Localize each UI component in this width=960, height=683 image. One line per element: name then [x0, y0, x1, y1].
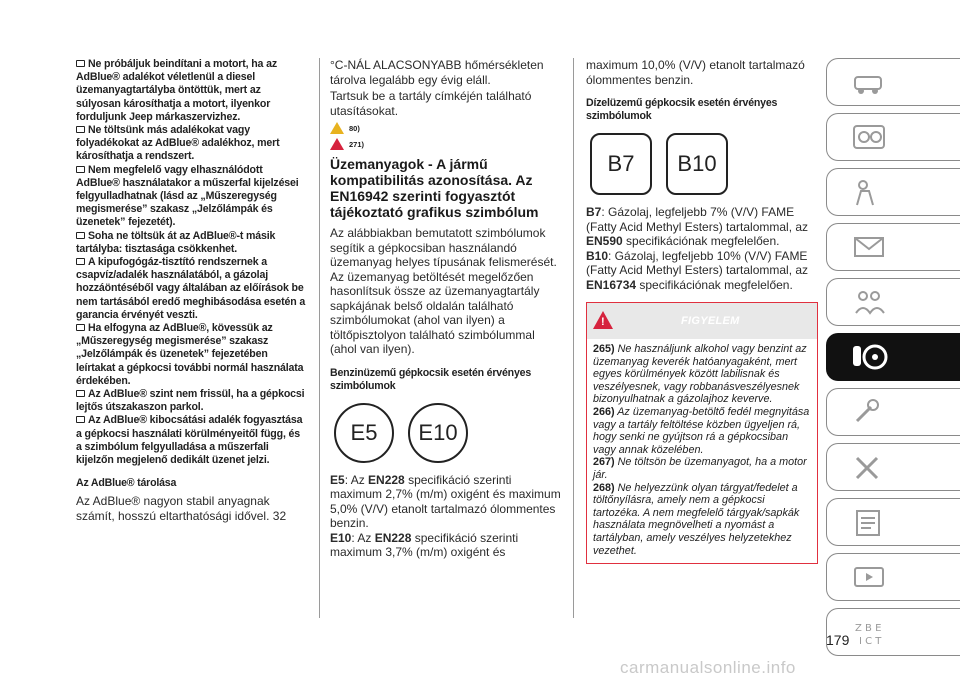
- warning-item: Ha elfogyna az AdBlue®, kövessük az „Műszeregység megismerése” szakasz „Jelzőlámpák és üzenetek” fejezetében leírtakat a gépkocsi további normál használata érdekében.: [76, 322, 304, 387]
- column-left: [76, 58, 308, 523]
- warning-item: Az AdBlue® szint nem frissül, ha a gépkocsi lejtős útszakaszon parkol.: [76, 388, 305, 414]
- warning-note: 265) Ne használjunk alkohol vagy benzint az üzemanyag keverék hatóanyagaként, mert egyes körülmények között labilisnak és veszélyesnek, vagy robbanásveszélyesnek bizonyulhatnak a gázolajhoz keverve.: [593, 343, 807, 406]
- reference-warning: [330, 138, 562, 150]
- warning-title: FIGYELEM: [681, 315, 740, 327]
- index-abc-icon: [849, 617, 889, 647]
- warning-item: Nem megfelelő vagy elhasználódott AdBlue® használatakor a műszerfal kijelzései felgyulladhatnak (lásd az „Műszeregység megismerése” szakasz „Jelzőlámpák és üzenetek” fejezetét).: [76, 163, 299, 229]
- caution-box-icon: [76, 166, 85, 173]
- petrol-heading: Benzinüzemű gépkocsik esetén érvényes szimbólumok: [330, 366, 532, 392]
- warning-item: Az AdBlue® kibocsátási adalék fogyasztása a gépkocsi használati körülményeitől függ, és a szimbólum felgyulladása a műszerfali kijelzőn megjelenő dedikált üzenet jelzi.: [76, 414, 303, 467]
- column-right: [586, 58, 818, 564]
- e10-symbol: E10: [408, 403, 468, 463]
- chapter-tab[interactable]: [826, 113, 960, 161]
- svg-text:I C T: I C T: [859, 636, 882, 647]
- diesel-symbols: [590, 133, 818, 195]
- warning-triangle-icon: [330, 138, 344, 150]
- column-divider: [319, 58, 320, 618]
- people-icon: [849, 287, 889, 317]
- compare-paragraph: Az üzemanyag betöltését megelőzően hasonlítsuk össze az üzemanyagtartály sapkájának belső oldalán található szimbólumokat (ahol van ilyen) a töltőpisztolyon található szimbólummal (ahol van ilyen).: [330, 269, 540, 356]
- warning-box: [586, 302, 818, 564]
- label-instructions: Tartsuk be a tartály címkéjén található utasításokat.: [330, 89, 532, 118]
- chapter-tab[interactable]: [826, 223, 960, 271]
- caution-box-icon: [76, 126, 85, 133]
- e10-description: E10: Az EN228 specifikáció szerinti maximum 3,7% (m/m) oxigént és: [330, 530, 519, 559]
- caution-box-icon: [76, 324, 85, 331]
- caution-box-icon: [76, 416, 85, 423]
- caution-box-icon: [76, 232, 85, 239]
- caution-triangle-icon: [330, 122, 344, 134]
- warning-note: 267) Ne töltsön be üzemanyagot, ha a motor jár.: [593, 456, 807, 481]
- wrench-car-icon: [849, 397, 889, 427]
- petrol-symbols: [334, 403, 562, 463]
- reference-number: 80): [349, 123, 360, 133]
- chapter-tab[interactable]: [826, 498, 960, 546]
- warning-item: A kipufogógáz-tisztító rendszernek a csapvíz/adalék használatából, a gázolaj hozzáöntéséből vagy általában az előírások be nem tartásából eredő meghibásodása esetén a garancia érvényét veszti.: [76, 256, 306, 321]
- chapter-tab[interactable]: [826, 333, 960, 381]
- watermark: carmanualsonline.info: [620, 658, 796, 677]
- caution-box-icon: [76, 390, 85, 397]
- warning-item: Ne próbáljuk beindítani a motort, ha az AdBlue® adalékot véletlenül a diesel üzemanyagtartályba öntöttük, mert az súlyosan károsíthatja a motort, ilyenkor forduljunk Jeep márkaszervizhez.: [76, 58, 277, 123]
- b10-symbol: B10: [666, 133, 728, 195]
- chapter-tab[interactable]: [826, 168, 960, 216]
- warning-note: 266) Az üzemanyag-betöltő fedél megnyitása vagy a tartály feltöltése közben ügyeljen rá, hogy senki ne gyújtson rá a gépkocsiban vagy annak közelében.: [593, 405, 810, 456]
- storage-heading: Az AdBlue® tárolása: [76, 477, 177, 490]
- tools-icon: [849, 452, 889, 482]
- safety-icon: [849, 177, 889, 207]
- reference-caution: [330, 122, 562, 134]
- column-middle: [330, 58, 562, 560]
- caution-box-icon: [76, 258, 85, 265]
- warning-item: Soha ne töltsük át az AdBlue®-t másik tartályba: tisztasága csökkenhet.: [76, 229, 276, 255]
- reference-number: 271): [349, 139, 365, 149]
- warning-note: 268) Ne helyezzünk olyan tárgyat/fedelet a töltőnyílásra, amely nem a gépkocsi tartozéka. A nem megfelelő tárgyak/sapkák használata megnövelheti a nyomást a tartályban, amely veszélyes helyzetekhez vezethet.: [593, 481, 800, 557]
- e10-continued: maximum 10,0% (V/V) etanolt tartalmazó ólommentes benzin.: [586, 58, 805, 87]
- b7-description: B7: Gázolaj, legfeljebb 7% (V/V) FAME (Fatty Acid Methyl Esters) tartalommal, az EN590 specifikációnak megfelelően.: [586, 205, 809, 248]
- page-number: 179: [826, 632, 850, 648]
- chapter-tab[interactable]: [826, 443, 960, 491]
- caution-box-icon: [76, 60, 85, 67]
- specs-icon: [849, 507, 889, 537]
- exclamation-icon: !: [601, 316, 605, 328]
- e5-symbol: E5: [334, 403, 394, 463]
- diesel-heading: Dízelüzemű gépkocsik esetén érvényes szimbólumok: [586, 97, 778, 122]
- section-heading: Üzemanyagok - A jármű kompatibilitás azonosítása. Az EN16942 szerinti fogyasztót tájékoztató grafikus szimbólum: [330, 156, 539, 220]
- b7-symbol: B7: [590, 133, 652, 195]
- warning-box-header: [587, 303, 817, 339]
- multimedia-icon: [849, 562, 889, 592]
- car-info-icon: [849, 67, 889, 97]
- warning-list: [76, 58, 308, 467]
- b10-description: B10: Gázolaj, legfeljebb 10% (V/V) FAME (Fatty Acid Methyl Esters) tartalommal, az EN16734 specifikációnak megfelelően.: [586, 248, 809, 292]
- intro-paragraph: Az alábbiakban bemutatott szimbólumok segítik a gépkocsiban használandó üzemanyag helyes típusának felismerését.: [330, 226, 557, 269]
- chapter-tab[interactable]: [826, 58, 960, 106]
- chapter-tab[interactable]: [826, 278, 960, 326]
- svg-text:Z B E: Z B E: [855, 623, 882, 634]
- warning-box-body: [587, 339, 817, 563]
- chapter-tab[interactable]: [826, 553, 960, 601]
- envelope-icon: [849, 232, 889, 262]
- key-steering-icon: [849, 342, 889, 372]
- chapter-tab[interactable]: [826, 388, 960, 436]
- storage-text: Az AdBlue® nagyon stabil anyagnak számít, hosszú eltarthatósági idővel. 32: [76, 494, 287, 523]
- dashboard-icon: [849, 122, 889, 152]
- storage-continued: °C-NÁL ALACSONYABB hőmérsékleten tárolva legalább egy évig eláll.: [330, 58, 544, 87]
- e5-description: E5: Az EN228 specifikáció szerinti maximum 2,7% (m/m) oxigént és maximum 5,0% (V/V) etanolt tartalmazó ólommentes benzin.: [330, 472, 561, 530]
- column-divider: [573, 58, 574, 618]
- warning-item: Ne töltsünk más adalékokat vagy folyadékokat az AdBlue® adalékhoz, mert károsíthatja a rendszert.: [76, 124, 280, 163]
- chapter-tabs: [826, 58, 960, 663]
